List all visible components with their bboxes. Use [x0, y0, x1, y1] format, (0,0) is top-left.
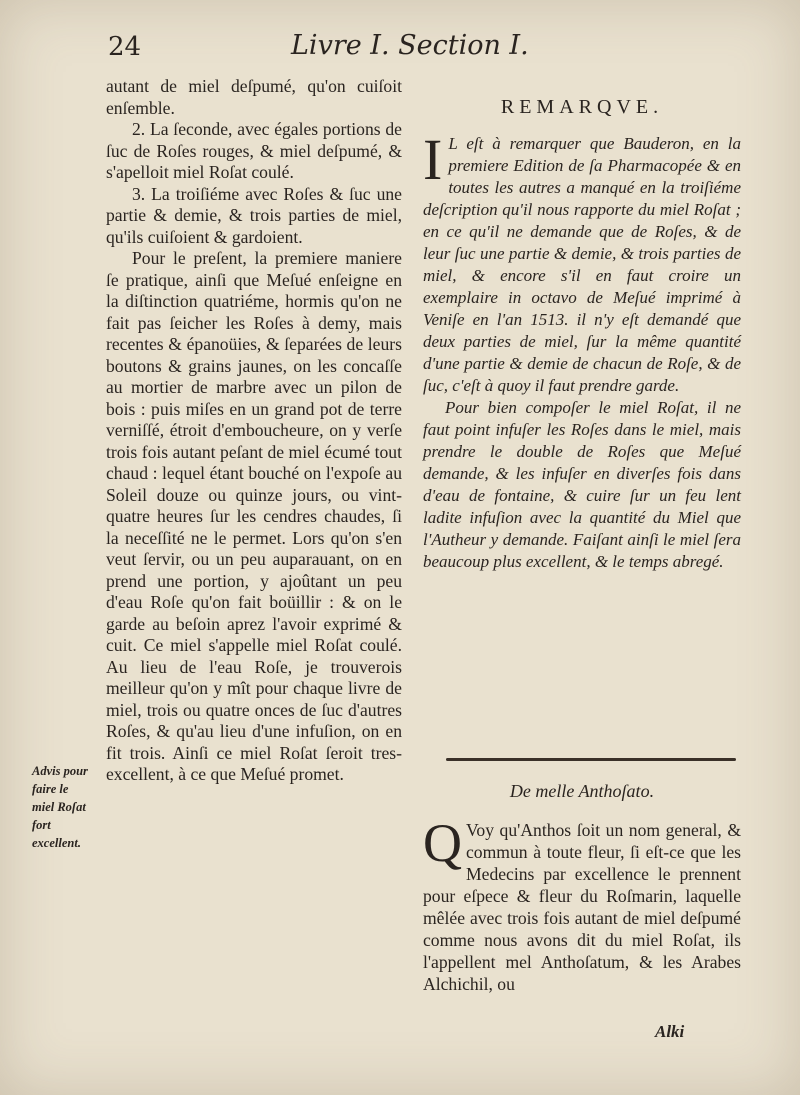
section-divider — [446, 758, 736, 761]
page-header — [108, 30, 548, 70]
left-paragraph: 3. La troiſiéme avec Roſes & ſuc une partie & demie, & trois parties de miel, qu'ils cuiſoient & gardoient. — [106, 183, 402, 247]
anthos-paragraph: Voy qu'Anthos ſoit un nom general, & commun à toute fleur, ſi eſt-ce que les Medecins par excellence le prennent pour eſpece & fleur du Roſmarin, laquelle mêlée avec trois fois autant de miel deſpumé comme nous avons dit du miel Roſat, ils l'appellent mel Anthoſatum, & les Arabes Alchichil, ou — [423, 820, 741, 994]
anthos-body — [423, 813, 741, 995]
left-paragraph: 2. La ſeconde, avec égales portions de ſuc de Roſes rouges, & miel deſpumé, & s'apelloit miel Roſat coulé. — [106, 119, 402, 182]
remarque-paragraph-1: I L eſt à remarquer que Bauderon, en la premiere Edition de ſa Pharmacopée & en toutes les autres a manqué en la troiſiéme deſcription qu'il nous rapporte du miel Roſat ; en ce qu'il ne demande que de Roſes, & de leur ſuc une partie & demie, & trois parties de miel, & encore s'il en faut croire un exemplaire in octavo de Meſué imprimé à Veniſe en l'an 1513. il n'y eſt demandé que deux parties de miel, ſur la même quantité d'une partie & demie de chacun de Roſe, & de ſuc, c'eſt à quoy il faut prendre garde. — [423, 127, 741, 395]
drop-cap: I — [423, 127, 443, 192]
remarque-title: REMARQVE. — [500, 96, 664, 118]
left-paragraph: autant de miel deſpumé, qu'on cuiſoit enſemble. — [106, 76, 402, 118]
page-number: 24 — [108, 32, 142, 62]
catchword: Alki — [655, 1022, 685, 1041]
left-column — [106, 76, 402, 786]
right-column — [423, 96, 741, 573]
margin-note: Advis pour faire le miel Roſat fort excellent. — [32, 764, 88, 850]
anthos-title: De melle Anthoſato. — [509, 781, 655, 801]
drop-cap: Q — [423, 813, 462, 873]
remarque-paragraph-2: Pour bien compoſer le miel Roſat, il ne faut point infuſer les Roſes dans le miel, mais prendre le double de Roſes que Meſué demande, & les infuſer en diverſes fois dans d'eau de fontaine, & cuire ſur un feu lent ladite infuſion avec la quantité du Miel que l'Autheur y demande. Faiſant ainſi le miel ſera beaucoup plus excellent, & le temps abregé. — [423, 398, 741, 571]
remarque-body — [423, 127, 741, 573]
running-title: Livre I. Section I. — [291, 30, 529, 61]
left-paragraph: Pour le preſent, la premiere maniere ſe pratique, ainſi que Meſué enſeigne en la diſtinction quatriéme, hormis qu'on ne fait pas ſeicher les Roſes à demy, mais recentes & épanoüies, & ſeparées de leurs boutons & grains jaunes, on les concaſſe au mortier de marbre avec un pilon de bois : puis miſes en un grand pot de terre verniſſé, étroit d'embouchеure, on y verſe trois fois autant peſant de miel écumé tout chaud : lequel étant bouché on l'expoſe au Soleil douze ou quinze jours, ou vint-quatre heures ſur les cendres chaudes, ſi la neceſſité ne le permet. Lors qu'on s'en veut ſervir, ou un peu auparauant, on en prend une portion, y ajoûtant un peu d'eau Roſe qu'on fait boüillir : & on le garde au beſoin aprez l'avoir exprimé & cuit. Ce miel s'appelle miel Roſat coulé. Au lieu de l'eau Roſe, je trouverois meilleur qu'on y mît pour chaque livre de miel, trois ou quatre onces de ſuc d'autres Roſes, & qu'au lieu d'une infuſion, on en fit trois. Ainſi ce miel Roſat ſeroit tres-excellent, à ce que Meſué promet. — [106, 248, 402, 784]
